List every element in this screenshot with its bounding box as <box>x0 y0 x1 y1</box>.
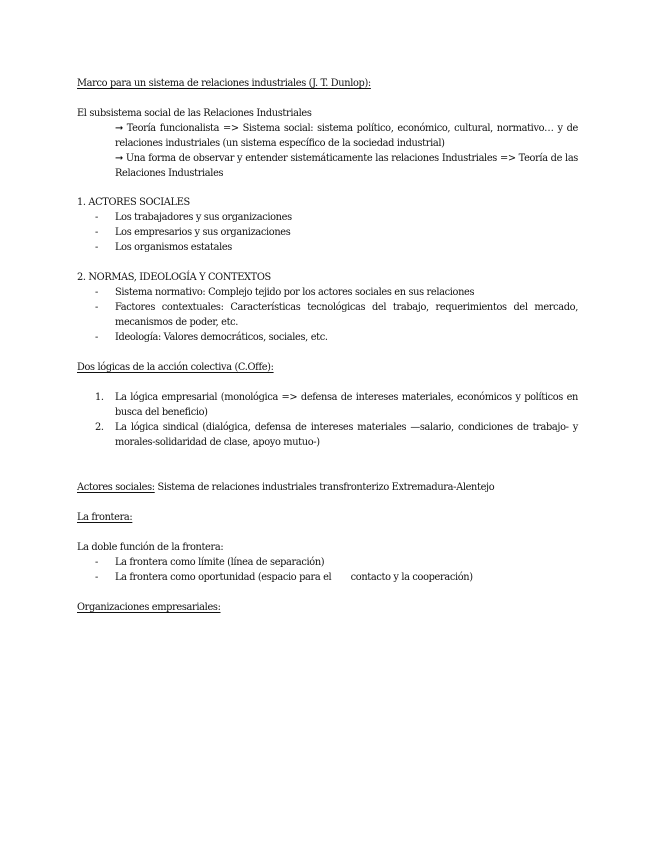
list-item: La frontera como oportunidad (espacio para el contacto y la cooperación) <box>115 572 473 583</box>
document-title: Marco para un sistema de relaciones industriales (J. T. Dunlop): <box>77 78 371 89</box>
list-item: Los empresarios y sus organizaciones <box>115 227 291 238</box>
organizaciones-heading: Organizaciones empresariales: <box>77 602 221 613</box>
actores-line <box>77 480 494 495</box>
arrow-item: ➞ Teoría funcionalista => Sistema social: sistema político, económico, cultural, normativo… y de relaciones industriales (un sistema específico de la sociedad industrial) <box>115 123 578 149</box>
section-heading-normas: 2. NORMAS, IDEOLOGÍA Y CONTEXTOS <box>77 272 271 283</box>
subsystem-heading: El subsistema social de las Relaciones Industriales <box>77 108 312 119</box>
numbered-item: La lógica empresarial (monológica => defensa de intereses materiales, económicos y políticos en busca del beneficio) <box>115 392 578 418</box>
list-item: Sistema normativo: Complejo tejido por los actores sociales en sus relaciones <box>115 287 475 298</box>
list-item: Los organismos estatales <box>115 242 232 253</box>
list-number: 1. <box>95 392 104 403</box>
frontera-heading: La frontera: <box>77 512 133 523</box>
numbered-item: La lógica sindical (dialógica, defensa de intereses materiales —salario, condiciones de trabajo- y morales-solidaridad de clase, apoyo mutuo-) <box>115 422 578 448</box>
section-heading-actores: 1. ACTORES SOCIALES <box>77 197 190 208</box>
bullet-dash: - <box>95 302 98 313</box>
list-item: Ideología: Valores democráticos, sociales, etc. <box>115 332 328 343</box>
bullet-dash: - <box>95 287 98 298</box>
list-number: 2. <box>95 422 104 433</box>
bullet-dash: - <box>95 557 98 568</box>
doble-heading: La doble función de la frontera: <box>77 542 224 553</box>
list-item: La frontera como límite (línea de separación) <box>115 557 325 568</box>
actores-text: Sistema de relaciones industriales transfronterizo Extremadura-Alentejo <box>154 482 495 493</box>
bullet-dash: - <box>95 242 98 253</box>
bullet-dash: - <box>95 212 98 223</box>
logics-heading: Dos lógicas de la acción colectiva (C.Offe): <box>77 362 274 373</box>
bullet-dash: - <box>95 227 98 238</box>
list-item: Factores contextuales: Características tecnológicas del trabajo, requerimientos del mercado, mecanismos de poder, etc. <box>115 302 578 328</box>
list-item: Los trabajadores y sus organizaciones <box>115 212 292 223</box>
actores-label: Actores sociales: <box>77 482 155 493</box>
arrow-item: ➞ Una forma de observar y entender sistemáticamente las relaciones Industriales => Teoría de las Relaciones Industriales <box>115 153 578 179</box>
bullet-dash: - <box>95 332 98 343</box>
bullet-dash: - <box>95 572 98 583</box>
